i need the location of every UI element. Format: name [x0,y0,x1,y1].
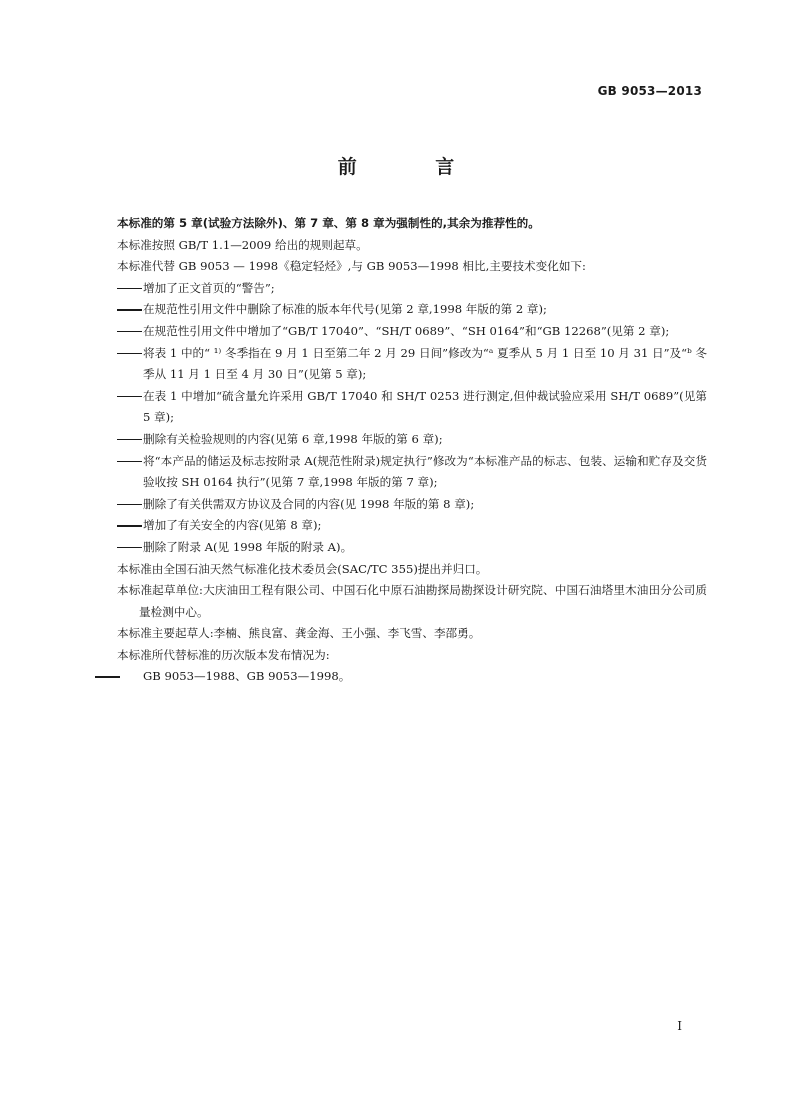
list-item-text: 在表 1 中增加“硫含量允许采用 GB/T 17040 和 SH/T 0253 进行测定,但仲裁试验应采用 SH/T 0689”(见第 5 章); [143,388,707,425]
list-item-text: 在规范性引用文件中增加了“GB/T 17040”、“SH/T 0689”、“SH 0164”和“GB 12268”(见第 2 章); [143,323,670,338]
list-item-text: 增加了正文首页的“警告”; [143,280,275,295]
list-item-text: 在规范性引用文件中删除了标准的版本年代号(见第 2 章,1998 年版的第 2 章); [143,302,547,317]
paragraph-mandatory-note: 本标准的第 5 章(试验方法除外)、第 7 章、第 8 章为强制性的,其余为推荐性的。 [117,216,540,230]
list-item [117,386,707,429]
paragraph-history-intro: 本标准所代替标准的历次版本发布情况为: [117,647,330,662]
list-item [117,451,707,494]
list-item [117,321,707,343]
paragraph-replacement: 本标准代替 GB 9053 — 1998《稳定轻烃》,与 GB 9053—1998 相比,主要技术变化如下: [117,259,586,274]
paragraph-drafting-units: 本标准起草单位:大庆油田工程有限公司、中国石化中原石油勘探局勘探设计研究院、中国石油塔里木油田分公司质量检测中心。 [117,583,707,619]
list-item-text: 删除有关检验规则的内容(见第 6 章,1998 年版的第 6 章); [143,431,443,446]
list-item-text: 删除了附录 A(见 1998 年版的附录 A)。 [143,539,353,554]
list-item [117,343,707,386]
paragraph-committee: 本标准由全国石油天然气标准化技术委员会(SAC/TC 355)提出并归口。 [117,561,488,576]
list-item-text: 增加了有关安全的内容(见第 8 章); [143,518,322,533]
list-item [117,515,707,537]
list-item [117,429,707,451]
list-item-text: 删除了有关供需双方协议及合同的内容(见 1998 年版的第 8 章); [143,496,475,511]
list-item-history [117,666,707,688]
page-title: 前 言 [337,156,491,178]
list-item [117,537,707,559]
history-text: GB 9053—1988、GB 9053—1998。 [143,669,351,684]
standard-code: GB 9053—2013 [597,84,702,98]
page-number: I [677,1019,682,1033]
list-item [117,278,707,300]
document-body [117,213,707,688]
list-item [117,494,707,516]
paragraph-drafting-rule: 本标准按照 GB/T 1.1—2009 给出的规则起草。 [117,237,368,252]
list-item-text: 将“本产品的储运及标志按附录 A(规范性附录)规定执行”修改为“本标准产品的标志、包装、运输和贮存及交货验收按 SH 0164 执行”(见第 7 章,1998 年版的第 7 章); [143,453,707,490]
list-item [117,299,707,321]
list-item-text: 将表 1 中的“ ¹⁾ 冬季指在 9 月 1 日至第二年 2 月 29 日间”修改为“ᵃ 夏季从 5 月 1 日至 10 月 31 日”及“ᵇ 冬季从 11 月 1 日至 4 月 30 日”(见第 5 章); [143,345,707,382]
paragraph-drafters: 本标准主要起草人:李楠、熊良富、龚金海、王小强、李飞雪、李邵勇。 [117,626,481,641]
